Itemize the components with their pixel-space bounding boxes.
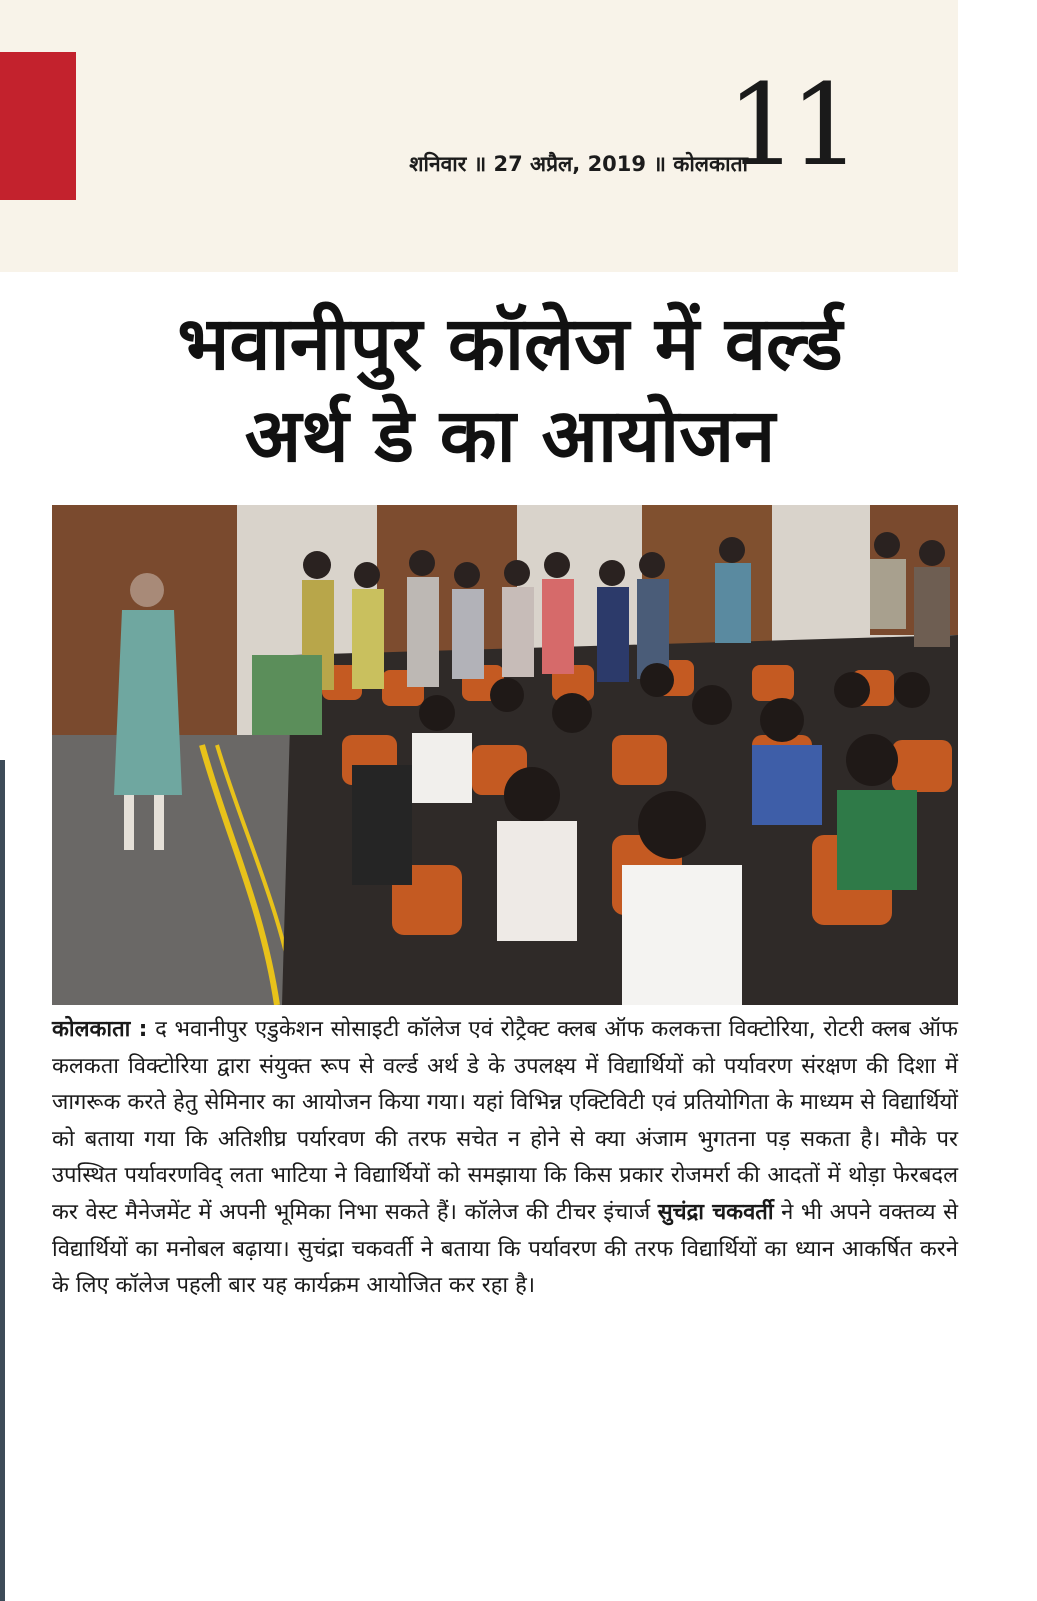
dateline: शनिवार ॥ 27 अप्रैल, 2019 ॥ कोलकाता [409,152,748,176]
page-number: 11 [726,61,853,191]
photo-illustration [52,505,958,1005]
masthead [0,0,958,272]
section-color-block [0,52,76,200]
article-place: कोलकाता : [52,1017,148,1042]
headline [40,298,980,482]
seminar-audience-photo [52,505,958,1005]
article-bold-name: सुचंद्रा चकवर्ती [657,1199,774,1225]
article-text-part-2: ने भी अपने वक्तव्य से विद्यार्थियों का मनोबल बढ़ाया। सुचंद्रा चकवर्ती ने बताया कि पर्यावरण की तरफ विद्यार्थियों का ध्यान आकर्षित करने के लिए कॉलेज पहली बार यह कार्यक्रम आयोजित कर रहा है। [52,1199,958,1299]
headline-line-1: भवानीपुर कॉलेज में वर्ल्ड [177,301,843,387]
headline-line-2: अर्थ डे का आयोजन [244,393,776,479]
article-text-part-1: द भवानीपुर एडुकेशन सोसाइटी कॉलेज एवं रोट्रैक्ट क्लब ऑफ कलकत्ता विक्टोरिया, रोटरी क्लब ऑफ कलकता विक्टोरिया द्वारा संयुक्त रूप से वर्ल्ड अर्थ डे के उपलक्ष्य में विद्यार्थियों को पर्यावरण संरक्षण की दिशा में जागरूक करते हेतु सेमिनार का आयोजन किया गया। यहां विभिन्न एक्टिविटी एवं प्रतियोगिता के माध्यम से विद्यार्थियों को बताया गया कि अतिशीघ्र पर्यारवण की तरफ सचेत न होने से क्या अंजाम भुगतना पड़ सकता है। मौके पर उपस्थित पर्यावरणविद् लता भाटिया ने विद्यार्थियों को समझाया कि किस प्रकार रोजमर्रा की आदतों में थोड़ा फेरबदल कर वेस्ट मैनेजमेंट में अपनी भूमिका निभा सकते हैं। कॉलेज की टीचर इंचार्ज [52,1017,958,1225]
side-rule [0,760,5,1601]
article-body [52,1012,958,1305]
